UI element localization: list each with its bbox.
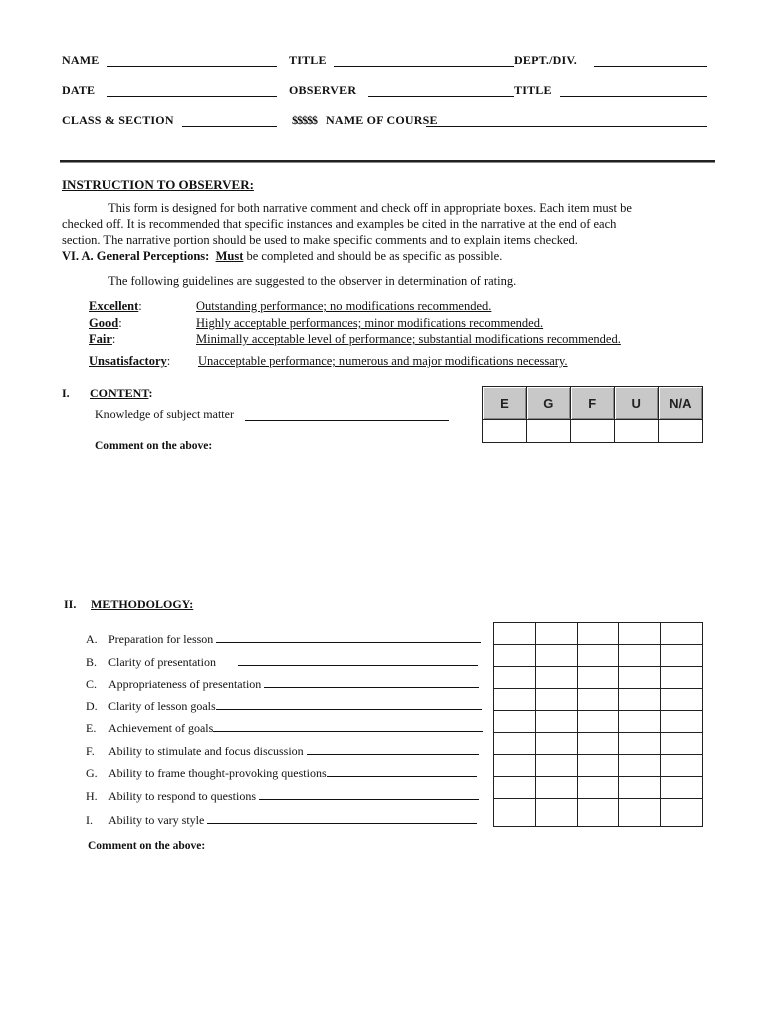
instructions-heading: INSTRUCTION TO OBSERVER: — [62, 177, 254, 192]
header-divider — [60, 160, 715, 163]
item-text: Preparation for lesson — [108, 632, 214, 646]
methodology-comment-label: Comment on the above: — [88, 840, 206, 852]
item-letter: E. — [86, 721, 97, 735]
guidelines-text: The following guidelines are suggested to the observer in determination of rating. — [108, 274, 517, 288]
grid-header-e: E — [483, 387, 527, 420]
rating-cell[interactable] — [619, 623, 661, 645]
rating-cell[interactable] — [535, 645, 577, 667]
rating-cell[interactable] — [570, 420, 614, 443]
grid-header-u: U — [614, 387, 658, 420]
rating-cell[interactable] — [661, 623, 703, 645]
rating-cell[interactable] — [494, 799, 536, 827]
method-item-e — [86, 721, 483, 736]
rating-cell[interactable] — [526, 420, 570, 443]
item-letter: F. — [86, 744, 95, 758]
vi-prefix: VI. A. General Perceptions: — [62, 249, 210, 263]
rating-term: Excellent — [89, 299, 139, 313]
rating-cell[interactable] — [619, 733, 661, 755]
item-line[interactable] — [238, 655, 478, 666]
rating-cell[interactable] — [577, 689, 619, 711]
method-item-b — [86, 655, 478, 670]
item-letter: B. — [86, 655, 98, 669]
title-label: TITLE — [289, 53, 327, 67]
rating-cell[interactable] — [661, 645, 703, 667]
rating-cell[interactable] — [494, 623, 536, 645]
rating-cell[interactable] — [577, 733, 619, 755]
date-label: DATE — [62, 83, 96, 97]
rating-cell[interactable] — [494, 667, 536, 689]
rating-fair: Fair: — [89, 332, 116, 346]
rating-cell[interactable] — [577, 667, 619, 689]
content-comment-label: Comment on the above: — [95, 440, 213, 452]
rating-desc: Minimally acceptable level of performance; substantial modifications recommended. — [196, 332, 621, 346]
rating-cell[interactable] — [483, 420, 527, 443]
rating-cell[interactable] — [619, 755, 661, 777]
method-item-a — [86, 632, 481, 647]
course-field[interactable] — [426, 126, 707, 127]
rating-cell[interactable] — [577, 777, 619, 799]
methodology-rating-grid — [493, 622, 703, 827]
item-text: Ability to stimulate and focus discussion — [108, 744, 304, 758]
item-line[interactable] — [327, 766, 477, 777]
item-letter: I. — [86, 813, 93, 827]
methodology-numeral: II. — [64, 597, 77, 611]
grid-header-na: N/A — [658, 387, 702, 420]
name-field[interactable] — [107, 66, 277, 67]
rating-cell[interactable] — [577, 799, 619, 827]
item-text: Clarity of presentation — [108, 655, 216, 669]
observer-label: OBSERVER — [289, 83, 357, 97]
item-line[interactable] — [264, 677, 479, 688]
rating-cell[interactable] — [577, 623, 619, 645]
rating-term: Fair — [89, 332, 112, 346]
rating-cell[interactable] — [661, 733, 703, 755]
instructions-line-3: section. The narrative portion should be used to make specific comments and to explain items checked. — [62, 233, 578, 247]
rating-cell[interactable] — [577, 711, 619, 733]
rating-cell[interactable] — [535, 623, 577, 645]
course-label: NAME OF COURSE — [326, 113, 438, 127]
grid-header-g: G — [526, 387, 570, 420]
rating-cell[interactable] — [661, 689, 703, 711]
item-text: Ability to respond to questions — [108, 789, 256, 803]
rating-term: Unsatisfactory — [89, 354, 167, 368]
rating-desc: Outstanding performance; no modifications recommended. — [196, 299, 492, 313]
rating-desc: Unacceptable performance; numerous and major modifications necessary. — [198, 354, 568, 368]
content-item-line[interactable] — [245, 420, 449, 421]
content-title-text: CONTENT — [90, 386, 149, 400]
class-section-label: CLASS & SECTION — [62, 113, 174, 127]
item-line[interactable] — [216, 632, 481, 643]
rating-cell[interactable] — [494, 689, 536, 711]
title2-label: TITLE — [514, 83, 552, 97]
rating-cell[interactable] — [661, 667, 703, 689]
rating-cell[interactable] — [535, 733, 577, 755]
vi-rest: be completed and should be as specific as possible. — [243, 249, 503, 263]
grid-header-f: F — [570, 387, 614, 420]
rating-cell[interactable] — [619, 799, 661, 827]
rating-cell[interactable] — [614, 420, 658, 443]
item-text: Ability to vary style — [108, 813, 205, 827]
method-item-d — [86, 699, 482, 714]
item-line[interactable] — [216, 699, 482, 710]
rating-cell[interactable] — [535, 711, 577, 733]
rating-cell[interactable] — [658, 420, 702, 443]
method-item-c — [86, 677, 479, 692]
item-text: Ability to frame thought-provoking questions — [108, 766, 327, 780]
rating-cell[interactable] — [619, 667, 661, 689]
item-letter: C. — [86, 677, 98, 691]
content-numeral: I. — [62, 386, 70, 400]
method-item-f — [86, 744, 479, 759]
rating-unsatisfactory: Unsatisfactory: — [89, 354, 171, 368]
rating-cell[interactable] — [577, 755, 619, 777]
item-letter: G. — [86, 766, 98, 780]
content-title: CONTENT: — [90, 386, 153, 400]
item-text: Appropriateness of presentation — [108, 677, 262, 691]
item-line[interactable] — [213, 721, 483, 732]
observer-field[interactable] — [368, 96, 514, 97]
rating-cell[interactable] — [494, 777, 536, 799]
item-letter: A. — [86, 632, 98, 646]
method-item-h — [86, 789, 479, 804]
rating-cell[interactable] — [661, 755, 703, 777]
methodology-title: METHODOLOGY: — [91, 597, 194, 611]
rating-good: Good: — [89, 316, 122, 330]
rating-cell[interactable] — [535, 799, 577, 827]
rating-cell[interactable] — [494, 733, 536, 755]
method-item-i — [86, 813, 477, 828]
rating-cell[interactable] — [619, 689, 661, 711]
rating-cell[interactable] — [535, 755, 577, 777]
dept-field[interactable] — [594, 66, 707, 67]
rating-cell[interactable] — [535, 777, 577, 799]
instructions-line-1: This form is designed for both narrative comment and check off in appropriate boxes. Each item must be — [108, 201, 632, 215]
date-field[interactable] — [107, 96, 277, 97]
vi-must: Must — [215, 249, 244, 263]
method-item-g — [86, 766, 477, 781]
rating-desc: Highly acceptable performances; minor modifications recommended. — [196, 316, 544, 330]
item-line[interactable] — [307, 744, 479, 755]
item-text: Achievement of goals — [108, 721, 214, 735]
rating-cell[interactable] — [577, 645, 619, 667]
content-item-label: Knowledge of subject matter — [95, 407, 234, 421]
rating-excellent: Excellent: — [89, 299, 142, 313]
rating-cell[interactable] — [619, 777, 661, 799]
class-section-field[interactable] — [182, 126, 277, 127]
rating-term: Good — [89, 316, 119, 330]
dept-label: DEPT./DIV. — [514, 53, 577, 67]
rating-cell[interactable] — [661, 777, 703, 799]
rating-cell[interactable] — [619, 711, 661, 733]
rating-cell[interactable] — [494, 645, 536, 667]
general-perceptions — [62, 248, 502, 264]
item-line[interactable] — [207, 813, 477, 824]
rating-cell[interactable] — [619, 645, 661, 667]
rating-cell[interactable] — [535, 689, 577, 711]
course-prefix: $$$$$ — [292, 113, 317, 127]
rating-cell[interactable] — [661, 799, 703, 827]
rating-cell[interactable] — [494, 755, 536, 777]
rating-cell[interactable] — [661, 711, 703, 733]
title2-field[interactable] — [560, 96, 707, 97]
item-line[interactable] — [259, 789, 479, 800]
content-rating-grid — [482, 386, 703, 443]
item-text: Clarity of lesson goals — [108, 699, 216, 713]
name-label: NAME — [62, 53, 100, 67]
rating-cell[interactable] — [535, 667, 577, 689]
rating-cell[interactable] — [494, 711, 536, 733]
instructions-line-2: checked off. It is recommended that specific instances and examples be cited in the narrative at the end of each — [62, 217, 617, 231]
item-letter: H. — [86, 789, 98, 803]
title-field[interactable] — [334, 66, 514, 67]
item-letter: D. — [86, 699, 98, 713]
